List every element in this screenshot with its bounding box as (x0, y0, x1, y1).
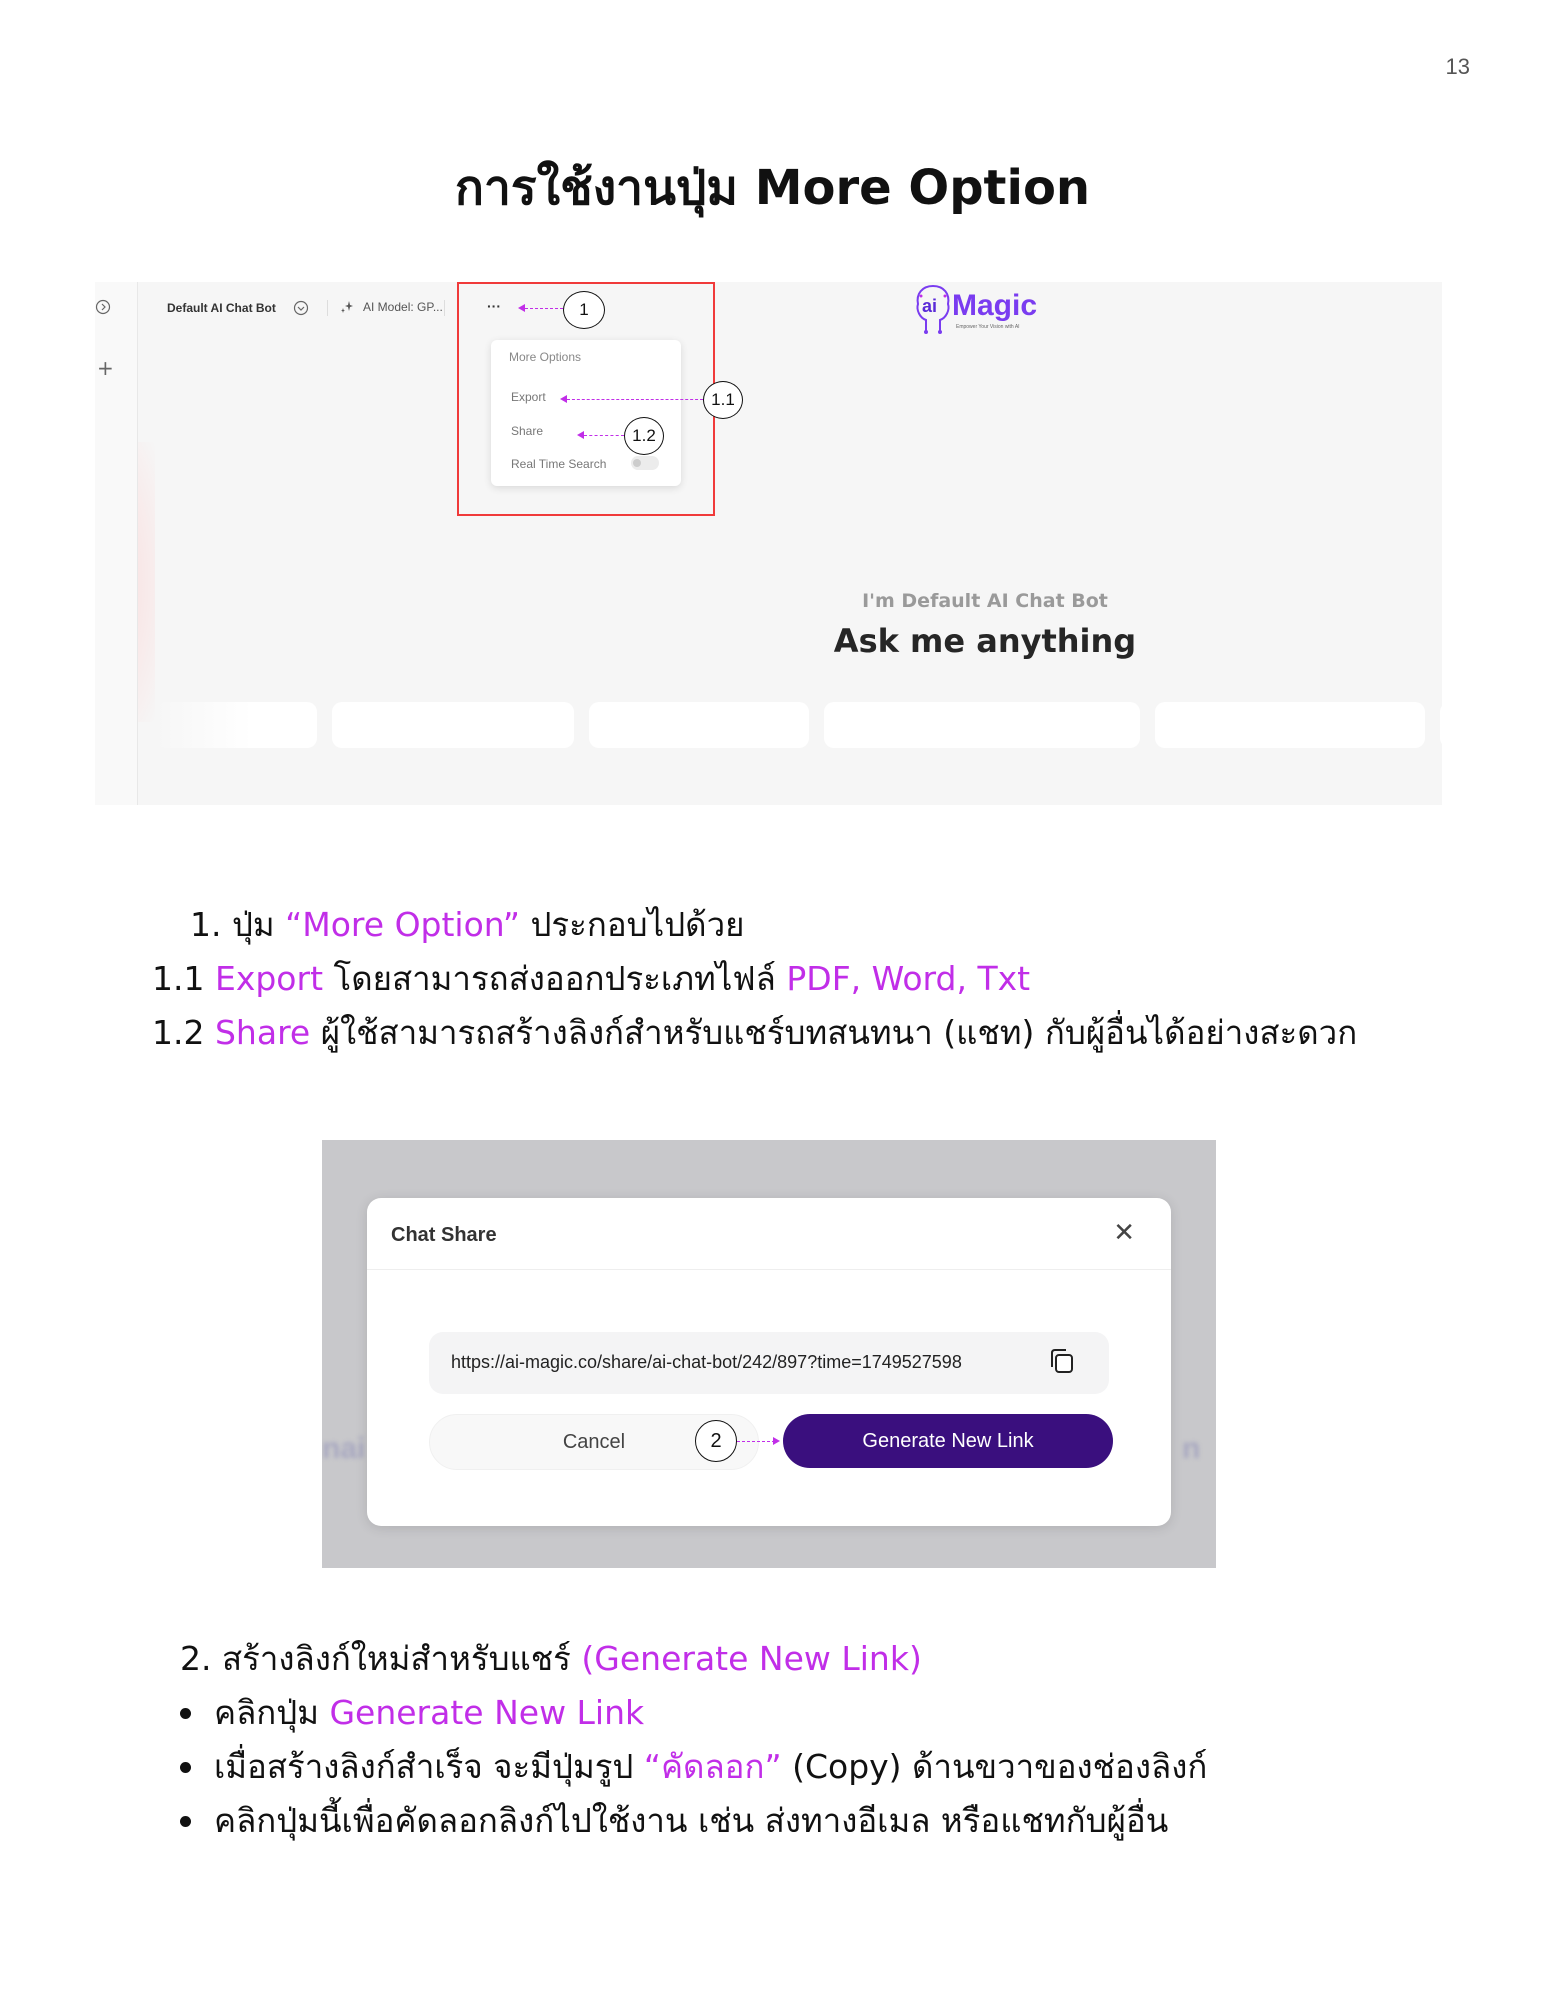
callout-1-1: 1.1 (703, 381, 743, 419)
line3-text: ผู้ใช้สามารถสร้างลิงก์สำหรับแชร์บทสนทนา (แชท) กับผู้อื่นได้อย่างสะดวก (310, 1013, 1358, 1052)
bullet-dot (180, 1708, 191, 1719)
bullet-dot (180, 1816, 191, 1827)
line1-suffix: ประกอบไปด้วย (520, 905, 745, 944)
suggestion-card[interactable] (589, 702, 809, 748)
arrow-line (525, 308, 563, 309)
hero-subtitle: I'm Default AI Chat Bot (862, 590, 1108, 612)
line2-number: 1.1 (152, 959, 215, 998)
section2-bullet-2 (214, 1740, 1207, 1793)
share-link-field[interactable] (429, 1332, 1109, 1394)
chat-share-dialog (367, 1198, 1171, 1526)
menu-item-real-time-search[interactable]: Real Time Search (511, 457, 607, 471)
logo-tagline: Empower Your Vision with AI (956, 324, 1020, 330)
dialog-divider (367, 1269, 1171, 1270)
suggestion-card[interactable] (1155, 702, 1425, 748)
screenshot-more-options (95, 282, 1442, 805)
page-number: 13 (1445, 54, 1470, 79)
arrow-head (518, 304, 525, 312)
logo-badge: ai (922, 296, 938, 316)
formats-highlight: PDF, Word, Txt (786, 959, 1031, 998)
bot-selector[interactable]: Default AI Chat Bot (167, 301, 276, 315)
suggestion-card[interactable] (824, 702, 1140, 748)
generate-link-highlight: (Generate New Link) (581, 1639, 922, 1678)
arrow-head (577, 431, 584, 439)
section1-line3 (152, 1006, 1357, 1059)
section1-line1 (190, 898, 744, 951)
generate-new-link-button[interactable]: Generate New Link (783, 1414, 1113, 1468)
bullet-dot (180, 1762, 191, 1773)
menu-item-export[interactable]: Export (511, 390, 546, 404)
sidebar-expand-icon[interactable] (95, 299, 111, 315)
header-divider (444, 300, 445, 316)
section2-heading-prefix: 2. สร้างลิงก์ใหม่สำหรับแชร์ (180, 1639, 582, 1678)
dialog-title: Chat Share (391, 1224, 497, 1246)
arrow-line (584, 435, 624, 436)
bullet-3-text: คลิกปุ่มนี้เพื่อคัดลอกลิงก์ไปใช้งาน เช่น ส่งทางอีเมล หรือแชทกับผู้อื่น (214, 1801, 1169, 1840)
hero-title: Ask me anything (833, 622, 1137, 660)
suggestion-card[interactable] (1440, 702, 1442, 748)
section1-line2 (152, 952, 1030, 1005)
share-link-value: https://ai-magic.co/share/ai-chat-bot/242/897?time=1749527598 (451, 1352, 962, 1372)
add-icon[interactable]: + (97, 356, 114, 380)
blurred-background-text: nai (322, 1432, 366, 1465)
menu-heading: More Options (509, 350, 582, 364)
export-highlight: Export (214, 959, 324, 998)
callout-2: 2 (695, 1420, 737, 1462)
bullet-1-text: คลิกปุ่ม (214, 1693, 330, 1732)
blurred-background-text: n (1182, 1432, 1201, 1465)
copy-icon[interactable] (1049, 1347, 1075, 1375)
bullet-2-text: เมื่อสร้างลิงก์สำเร็จ จะมีปุ่มรูป (214, 1747, 644, 1786)
callout-1: 1 (563, 291, 605, 329)
cancel-button[interactable]: Cancel (429, 1414, 759, 1470)
chevron-down-icon[interactable] (293, 300, 309, 316)
line3-number: 1.2 (152, 1013, 215, 1052)
sidebar (95, 282, 138, 805)
bullet-2-highlight: “คัดลอก” (643, 1747, 782, 1786)
logo-name: Magic (952, 289, 1038, 322)
share-highlight: Share (214, 1013, 311, 1052)
close-icon[interactable]: ✕ (1113, 1218, 1135, 1248)
bullet-1-highlight: Generate New Link (329, 1693, 645, 1732)
line1-prefix: 1. ปุ่ม (190, 905, 286, 944)
model-selector[interactable]: AI Model: GP... (363, 300, 443, 314)
arrow-line (737, 1441, 775, 1442)
suggestion-card[interactable] (155, 702, 317, 748)
line2-text: โดยสามารถส่งออกประเภทไฟล์ (323, 959, 787, 998)
section2-bullet-3 (214, 1794, 1168, 1847)
sparkle-icon (340, 300, 354, 314)
bullet-2-suffix: (Copy) ด้านขวาของช่องลิงก์ (781, 1747, 1208, 1786)
suggestion-card[interactable] (332, 702, 574, 748)
section2-heading (180, 1632, 922, 1685)
header-divider (327, 300, 328, 316)
more-options-icon[interactable]: ··· (487, 298, 501, 314)
more-option-highlight: “More Option” (285, 905, 520, 944)
section2-bullet-1 (214, 1686, 644, 1739)
arrow-head (560, 395, 567, 403)
arrow-line (567, 399, 703, 400)
ai-magic-logo (912, 282, 1052, 342)
arrow-head (773, 1437, 780, 1445)
page-title: การใช้งานปุ่ม More Option (454, 160, 1091, 216)
screenshot-chat-share (322, 1140, 1216, 1568)
menu-item-share[interactable]: Share (511, 424, 544, 438)
callout-1-2: 1.2 (624, 417, 664, 455)
